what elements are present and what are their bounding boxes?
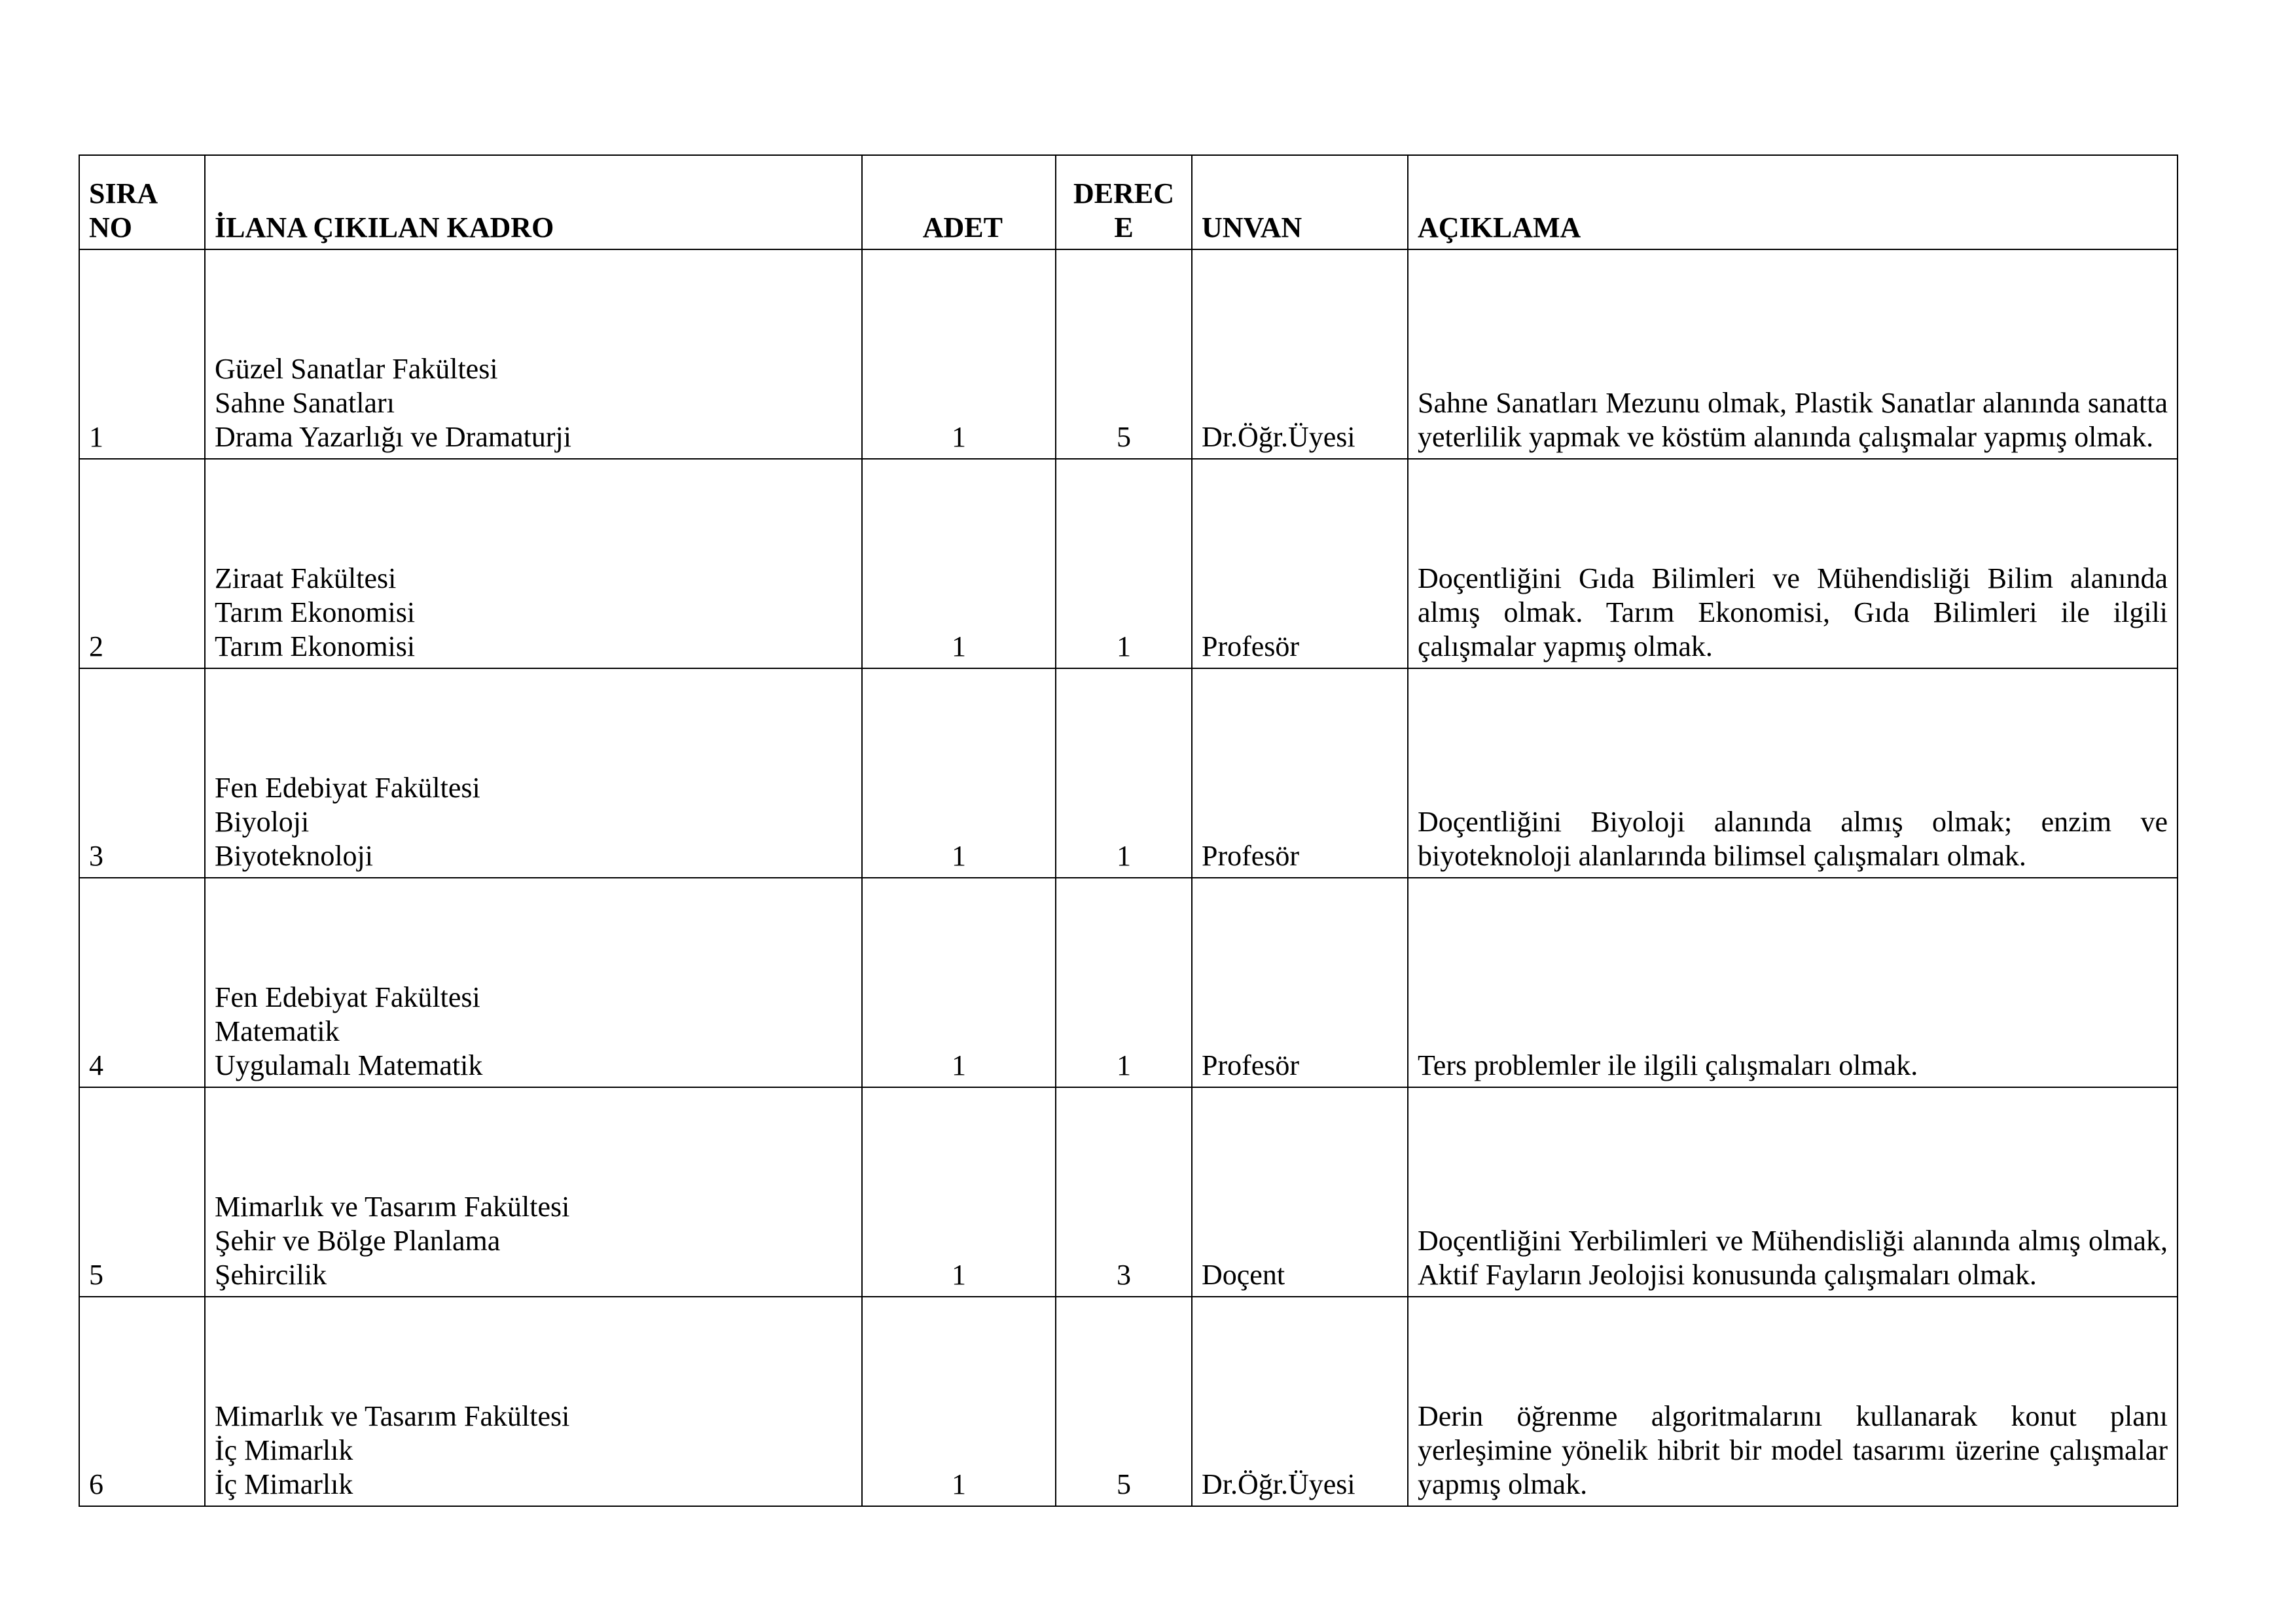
adet-cell: 1 xyxy=(862,1297,1056,1506)
bolum-text: İç Mimarlık xyxy=(215,1434,353,1466)
table-row xyxy=(79,459,2178,668)
sira-no-cell: 3 xyxy=(79,668,205,878)
adet-cell: 1 xyxy=(862,1087,1056,1297)
fakulte-text: Fen Edebiyat Fakültesi xyxy=(215,981,480,1013)
kadro-cell xyxy=(205,878,862,1087)
kadro-cell xyxy=(205,668,862,878)
table-row xyxy=(79,878,2178,1087)
sira-no-cell: 4 xyxy=(79,878,205,1087)
header-adet: ADET xyxy=(862,155,1056,249)
unvan-cell: Profesör xyxy=(1192,878,1408,1087)
unvan-cell: Dr.Öğr.Üyesi xyxy=(1192,1297,1408,1506)
aciklama-cell: Derin öğrenme algoritmalarını kullanarak konut planı yerleşimine yönelik hibrit bir model tasarımı üzerine çalışmalar yapmış olmak. xyxy=(1408,1297,2178,1506)
anabilim-text: İç Mimarlık xyxy=(215,1468,353,1500)
sira-no-cell: 2 xyxy=(79,459,205,668)
header-unvan: UNVAN xyxy=(1192,155,1408,249)
adet-cell: 1 xyxy=(862,668,1056,878)
sira-no-cell: 5 xyxy=(79,1087,205,1297)
header-sira-no: SIRA NO xyxy=(79,155,205,249)
anabilim-text: Uygulamalı Matematik xyxy=(215,1049,483,1081)
header-aciklama: AÇIKLAMA xyxy=(1408,155,2178,249)
derece-cell: 1 xyxy=(1056,668,1192,878)
header-kadro: İLANA ÇIKILAN KADRO xyxy=(205,155,862,249)
bolum-text: Matematik xyxy=(215,1015,340,1047)
bolum-text: Sahne Sanatları xyxy=(215,387,395,419)
unvan-cell: Doçent xyxy=(1192,1087,1408,1297)
bolum-text: Şehir ve Bölge Planlama xyxy=(215,1225,501,1257)
unvan-cell: Profesör xyxy=(1192,668,1408,878)
aciklama-cell: Sahne Sanatları Mezunu olmak, Plastik Sanatlar alanında sanatta yeterlilik yapmak ve köstüm alanında çalışmalar yapmış olmak. xyxy=(1408,249,2178,459)
unvan-cell: Dr.Öğr.Üyesi xyxy=(1192,249,1408,459)
table-header-row xyxy=(79,155,2178,249)
anabilim-text: Biyoteknoloji xyxy=(215,840,373,872)
kadro-table xyxy=(79,154,2178,1507)
header-derece: DERECE xyxy=(1056,155,1192,249)
derece-cell: 1 xyxy=(1056,459,1192,668)
unvan-cell: Profesör xyxy=(1192,459,1408,668)
anabilim-text: Tarım Ekonomisi xyxy=(215,630,416,662)
adet-cell: 1 xyxy=(862,878,1056,1087)
kadro-cell xyxy=(205,1087,862,1297)
sira-no-cell: 6 xyxy=(79,1297,205,1506)
aciklama-cell: Doçentliğini Gıda Bilimleri ve Mühendisliği Bilim alanında almış olmak. Tarım Ekonomisi, Gıda Bilimleri ile ilgili çalışmalar yapmış olmak. xyxy=(1408,459,2178,668)
aciklama-cell: Doçentliğini Yerbilimleri ve Mühendisliği alanında almış olmak, Aktif Fayların Jeolojisi konusunda çalışmaları olmak. xyxy=(1408,1087,2178,1297)
derece-cell: 3 xyxy=(1056,1087,1192,1297)
adet-cell: 1 xyxy=(862,459,1056,668)
derece-cell: 5 xyxy=(1056,249,1192,459)
fakulte-text: Ziraat Fakültesi xyxy=(215,562,397,594)
adet-cell: 1 xyxy=(862,249,1056,459)
kadro-cell xyxy=(205,249,862,459)
bolum-text: Biyoloji xyxy=(215,806,310,838)
fakulte-text: Mimarlık ve Tasarım Fakültesi xyxy=(215,1191,570,1223)
aciklama-cell: Doçentliğini Biyoloji alanında almış olmak; enzim ve biyoteknoloji alanlarında bilimsel çalışmaları olmak. xyxy=(1408,668,2178,878)
table-row xyxy=(79,1297,2178,1506)
fakulte-text: Fen Edebiyat Fakültesi xyxy=(215,772,480,804)
anabilim-text: Drama Yazarlığı ve Dramaturji xyxy=(215,421,571,453)
aciklama-cell: Ters problemler ile ilgili çalışmaları olmak. xyxy=(1408,878,2178,1087)
sira-no-cell: 1 xyxy=(79,249,205,459)
derece-cell: 1 xyxy=(1056,878,1192,1087)
table-row xyxy=(79,249,2178,459)
kadro-cell xyxy=(205,459,862,668)
anabilim-text: Şehircilik xyxy=(215,1259,327,1291)
bolum-text: Tarım Ekonomisi xyxy=(215,596,416,628)
table-row xyxy=(79,1087,2178,1297)
fakulte-text: Mimarlık ve Tasarım Fakültesi xyxy=(215,1400,570,1432)
fakulte-text: Güzel Sanatlar Fakültesi xyxy=(215,353,498,385)
derece-cell: 5 xyxy=(1056,1297,1192,1506)
table-row xyxy=(79,668,2178,878)
kadro-cell xyxy=(205,1297,862,1506)
